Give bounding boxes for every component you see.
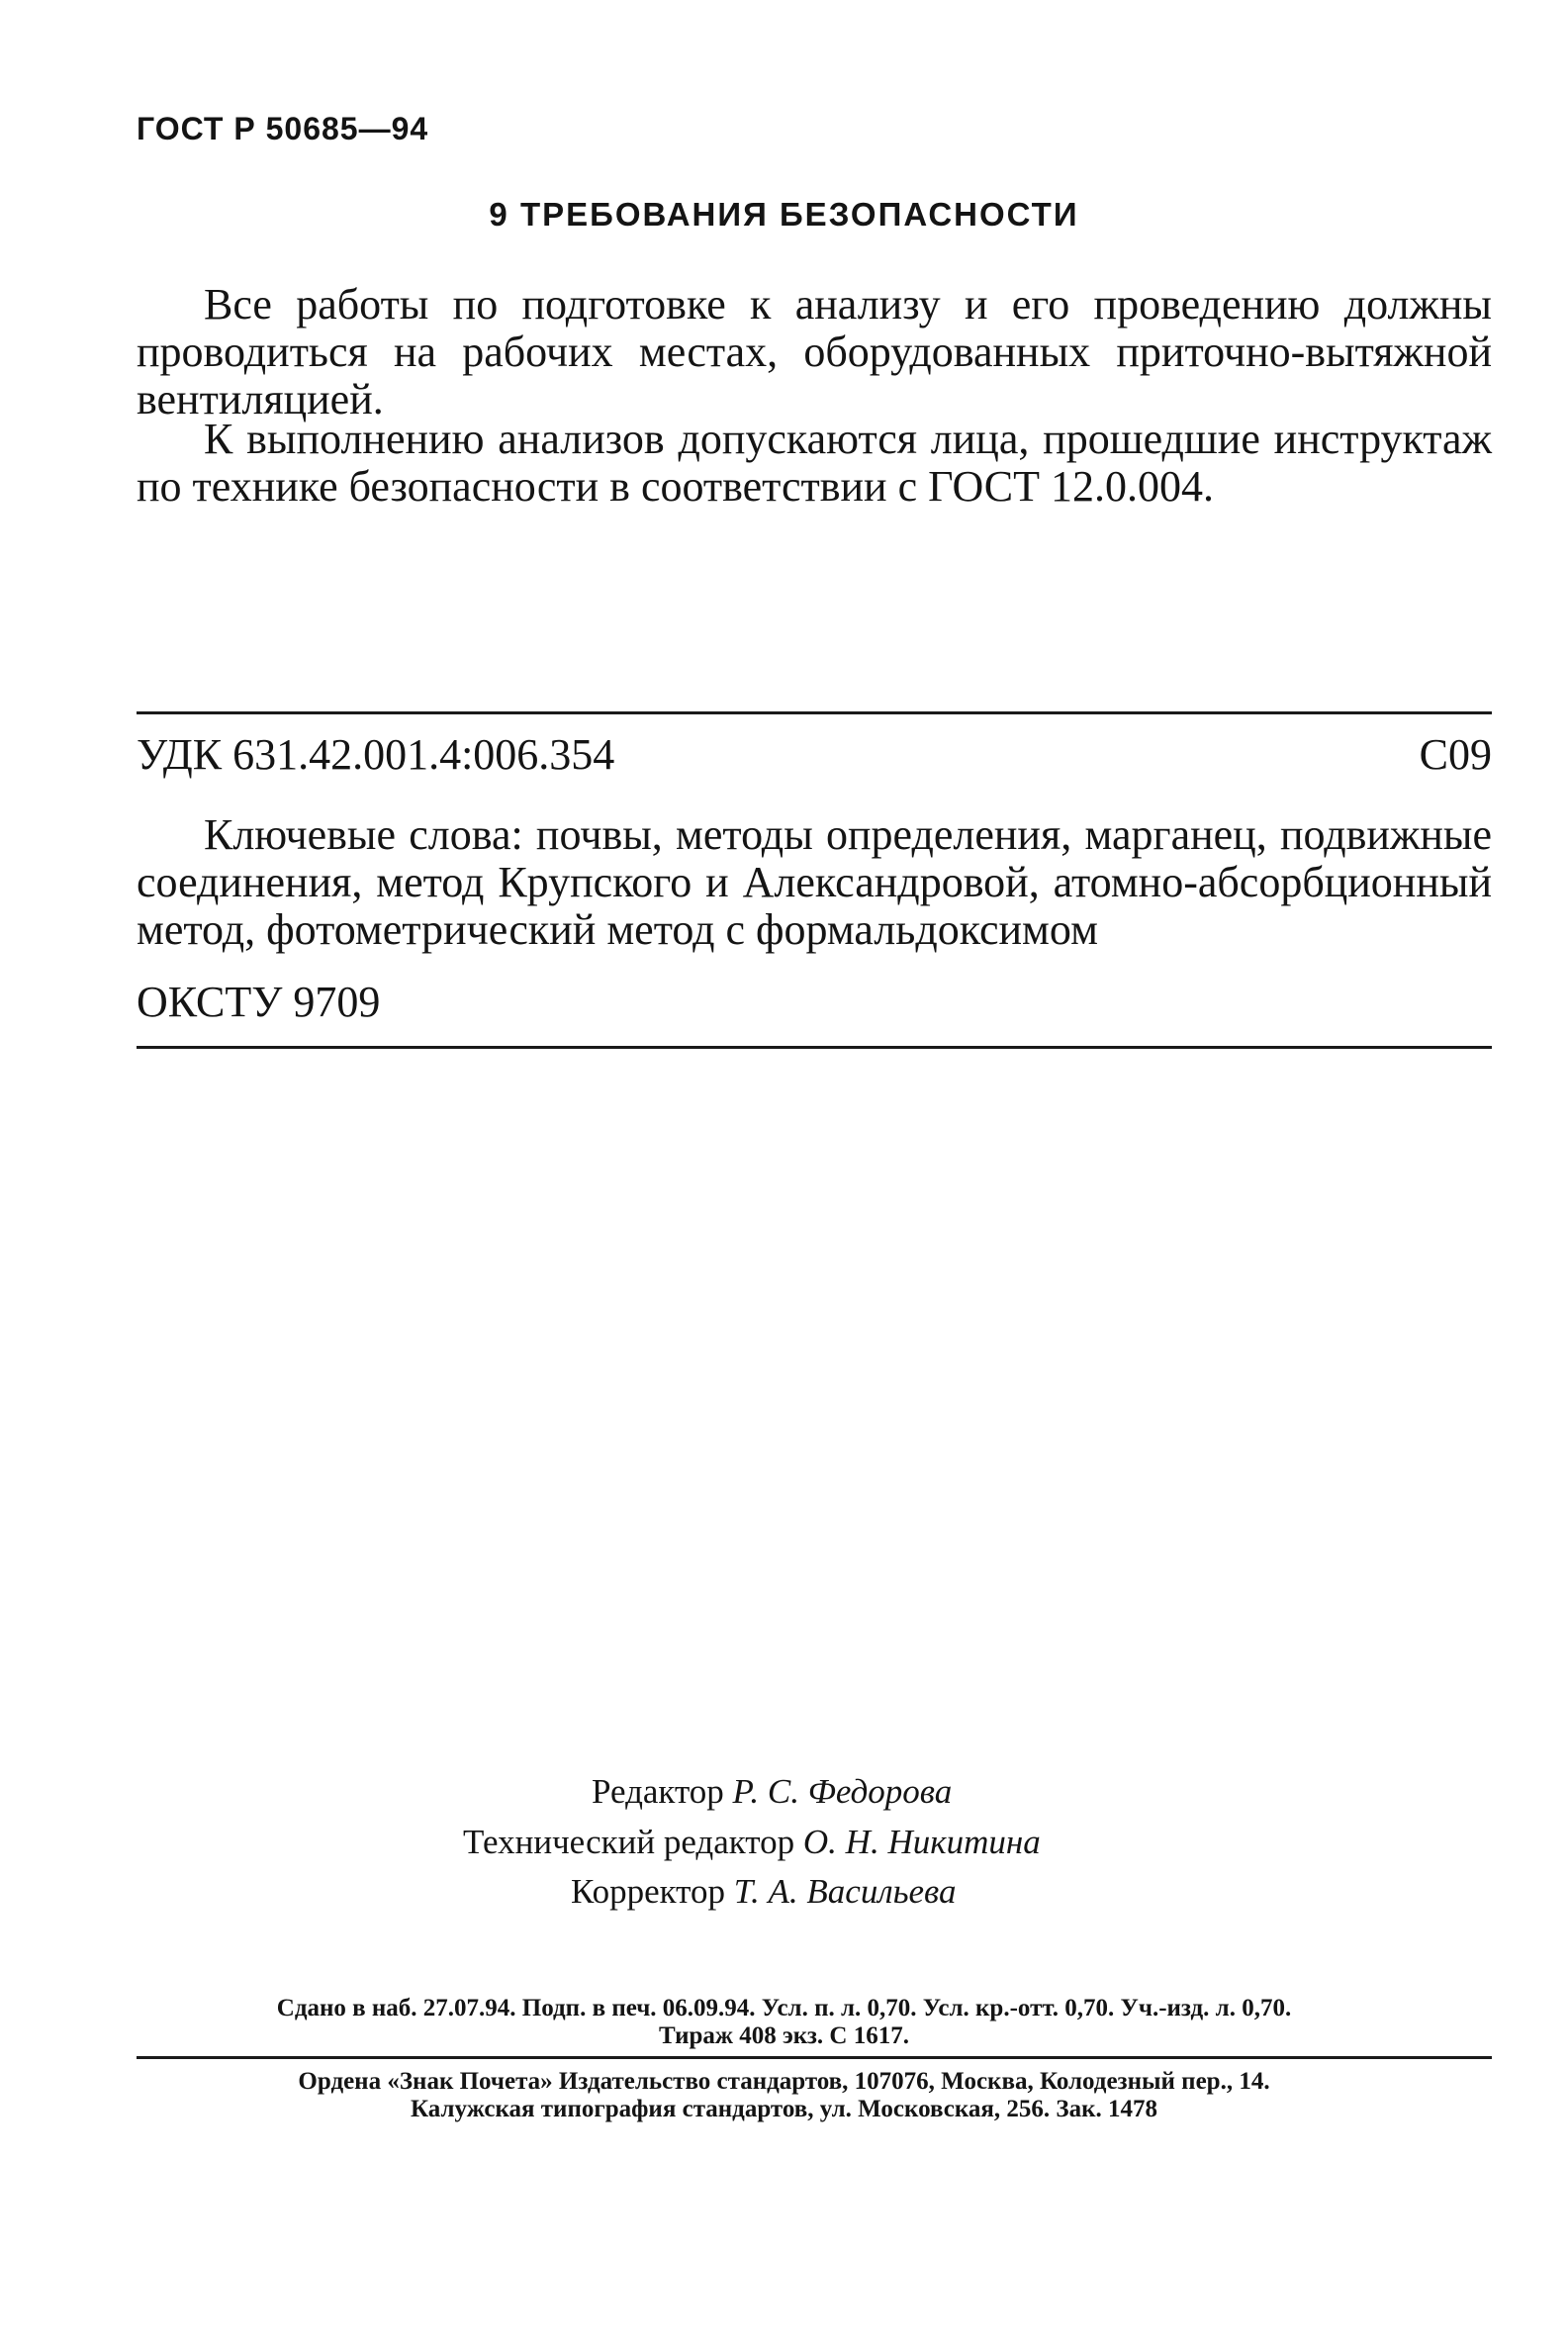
document-code: ГОСТ Р 50685—94	[137, 111, 429, 146]
safety-paragraph-2: К выполнению анализов допускаются лица, прошедшие инструктаж по технике безопасности в соответствии с ГОСТ 12.0.004.	[137, 415, 1492, 511]
editor-role: Редактор	[592, 1772, 724, 1811]
imprint-divider	[137, 2056, 1492, 2059]
section-title: 9 ТРЕБОВАНИЯ БЕЗОПАСНОСТИ	[489, 196, 1079, 233]
proofreader-role: Корректор	[571, 1872, 726, 1911]
print-imprint	[0, 1995, 1568, 2050]
divider-top	[137, 711, 1492, 714]
safety-paragraph-1: Все работы по подготовке к анализу и его проведению должны проводиться на рабочих местах, оборудованных приточно-вытяжной вентиляцией.	[137, 280, 1492, 423]
tech-editor-name: О. Н. Никитина	[802, 1823, 1041, 1861]
keywords: Ключевые слова: почвы, методы определения, марганец, подвижные соединения, метод Крупского и Александровой, атомно-абсорбционный метод, фотометрический метод с формальдоксимом	[137, 810, 1492, 954]
proofreader-name: Т. А. Васильева	[733, 1872, 957, 1911]
editor-name: Р. С. Федорова	[732, 1772, 953, 1811]
publisher-line-1: Ордена «Знак Почета» Издательство стандартов, 107076, Москва, Колодезный пер., 14.	[298, 2068, 1270, 2095]
udc-code: УДК 631.42.001.4:006.354	[137, 730, 615, 779]
divider-bottom	[137, 1046, 1492, 1049]
proofreader-line	[571, 1872, 957, 1912]
tech-editor-line	[463, 1823, 1041, 1862]
imprint-line-1: Сдано в наб. 27.07.94. Подп. в печ. 06.09.94. Усл. п. л. 0,70. Усл. кр.-отт. 0,70. Уч.-изд. л. 0,70.	[276, 1995, 1292, 2021]
tech-editor-role: Технический редактор	[463, 1823, 795, 1861]
imprint-line-2: Тираж 408 экз. С 1617.	[659, 2022, 909, 2049]
publisher-info	[0, 2068, 1568, 2123]
editor-line	[592, 1772, 952, 1812]
udc-row	[137, 730, 1492, 780]
group-code: С09	[1419, 730, 1492, 779]
publisher-line-2: Калужская типография стандартов, ул. Московская, 256. Зак. 1478	[410, 2096, 1158, 2122]
okstu-code: ОКСТУ 9709	[137, 978, 381, 1026]
